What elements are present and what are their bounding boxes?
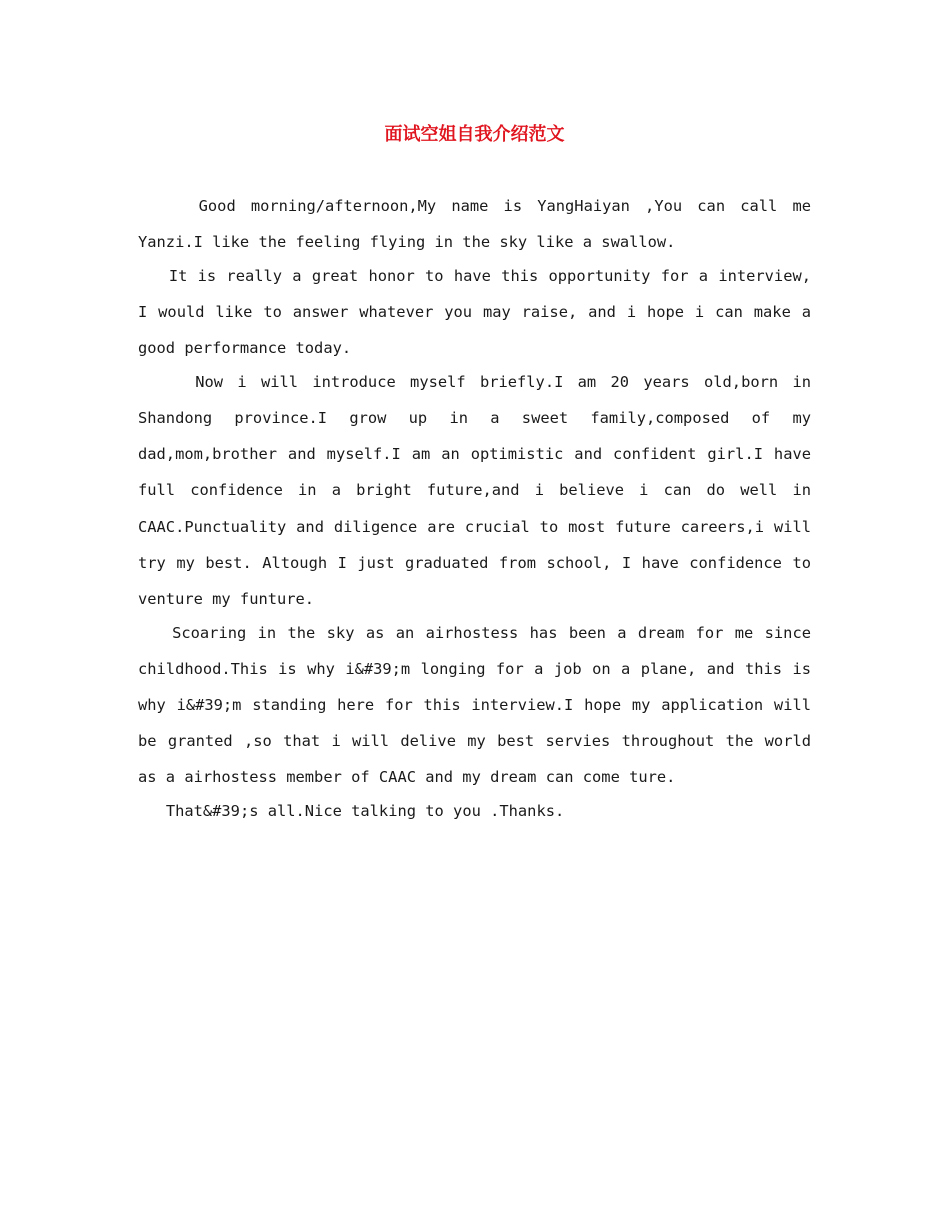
paragraph-honor: It is really a great honor to have this opportunity for a interview, I would like to answer whatever you may raise, and i hope i can make a good performance today. xyxy=(138,266,821,358)
paragraph-greeting: Good morning/afternoon,My name is YangHaiyan ,You can call me Yanzi.I like the feeling flying in the sky like a swallow. xyxy=(138,197,821,252)
document-body xyxy=(138,188,821,829)
paragraph-introduction: Now i will introduce myself briefly.I am 20 years old,born in Shandong province.I grow up in a sweet family,composed of my dad,mom,brother and myself.I am an optimistic and confident girl.I have full confidence in a bright future,and i believe i can do well in CAAC.Punctuality and diligence are crucial to most future careers,i will try my best. Altough I just graduated from school, I have confidence to venture my funture. xyxy=(138,372,821,609)
paragraph-dream: Scoaring in the sky as an airhostess has been a dream for me since childhood.This is why i&#39;m longing for a job on a plane, and this is why i&#39;m standing here for this interview.I hope my application will be granted ,so that i will delive my best servies throughout the world as a airhostess member of CAAC and my dream can come ture. xyxy=(138,623,821,787)
document-title: 面试空姐自我介绍范文 xyxy=(384,124,565,145)
paragraph-closing: That&#39;s all.Nice talking to you .Thanks. xyxy=(138,802,565,821)
